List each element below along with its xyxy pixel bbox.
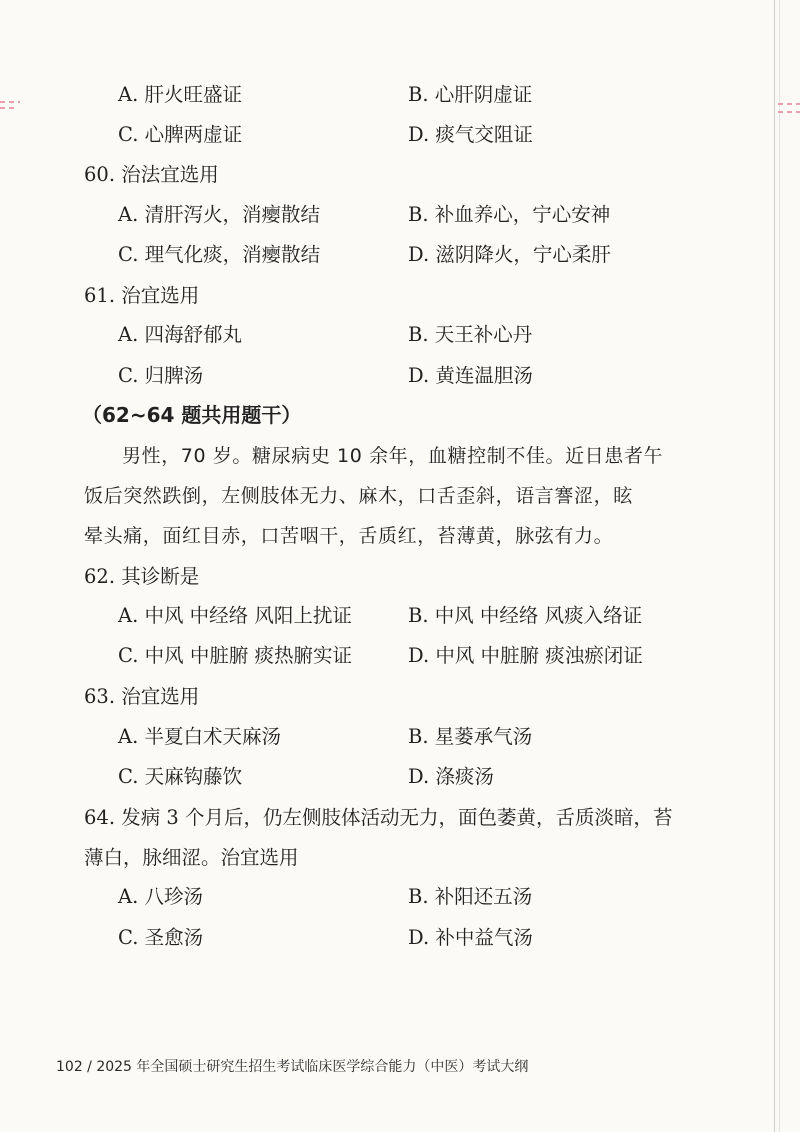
q63-option-a: A. 半夏白术天麻汤 <box>118 725 281 748</box>
scan-edge-line <box>779 0 780 1132</box>
passage-line: 饭后突然跌倒，左侧肢体无力、麻木，口舌歪斜，语言謇涩，眩 <box>84 485 633 507</box>
q59-option-b: B. 心肝阴虚证 <box>408 83 533 106</box>
q59-option-c: C. 心脾两虚证 <box>118 123 243 146</box>
q64-option-a: A. 八珍汤 <box>118 885 203 908</box>
q60-option-c: C. 理气化痰，消瘿散结 <box>118 243 321 266</box>
q63-option-b: B. 星蒌承气汤 <box>408 725 533 748</box>
q61-option-d: D. 黄连温胆汤 <box>408 364 533 387</box>
q62-stem: 62. 其诊断是 <box>84 565 200 588</box>
q63-option-d: D. 涤痰汤 <box>408 765 494 788</box>
q61-option-a: A. 四海舒郁丸 <box>118 323 242 346</box>
q62-option-d: D. 中风 中脏腑 痰浊瘀闭证 <box>408 644 643 667</box>
scan-mark <box>778 103 800 105</box>
q62-option-b: B. 中风 中经络 风痰入络证 <box>408 604 643 627</box>
q60-option-d: D. 滋阴降火，宁心柔肝 <box>408 243 611 266</box>
scan-edge-line <box>774 0 775 1132</box>
page-footer: 102 / 2025 年全国硕士研究生招生考试临床医学综合能力（中医）考试大纲 <box>56 1059 529 1075</box>
q59-option-a: A. 肝火旺盛证 <box>118 83 242 106</box>
q60-option-a: A. 清肝泻火，消瘿散结 <box>118 203 320 226</box>
q60-stem: 60. 治法宜选用 <box>84 163 219 186</box>
group-title: （62~64 题共用题干） <box>82 403 302 427</box>
q61-option-c: C. 归脾汤 <box>118 364 204 387</box>
q64-option-d: D. 补中益气汤 <box>408 926 533 949</box>
q64-stem-line: 薄白，脉细涩。治宜选用 <box>84 846 299 869</box>
q59-option-d: D. 痰气交阻证 <box>408 123 533 146</box>
q62-option-a: A. 中风 中经络 风阳上扰证 <box>118 604 352 627</box>
q64-stem-line: 64. 发病 3 个月后，仍左侧肢体活动无力，面色萎黄，舌质淡暗，苔 <box>84 806 673 829</box>
q60-option-b: B. 补血养心，宁心安神 <box>408 203 611 226</box>
passage-line: 晕头痛，面红目赤，口苦咽干，舌质红，苔薄黄，脉弦有力。 <box>84 525 614 547</box>
scan-mark <box>0 101 20 103</box>
q64-option-c: C. 圣愈汤 <box>118 926 204 949</box>
q64-option-b: B. 补阳还五汤 <box>408 885 533 908</box>
scan-mark <box>0 107 16 109</box>
scan-mark <box>778 111 800 113</box>
q61-option-b: B. 天王补心丹 <box>408 323 533 346</box>
q61-stem: 61. 治宜选用 <box>84 284 200 307</box>
q62-option-c: C. 中风 中脏腑 痰热腑实证 <box>118 644 353 667</box>
q63-option-c: C. 天麻钩藤饮 <box>118 765 243 788</box>
passage-line: 男性，70 岁。糖尿病史 10 余年，血糖控制不佳。近日患者午 <box>122 445 664 467</box>
q63-stem: 63. 治宜选用 <box>84 685 200 708</box>
